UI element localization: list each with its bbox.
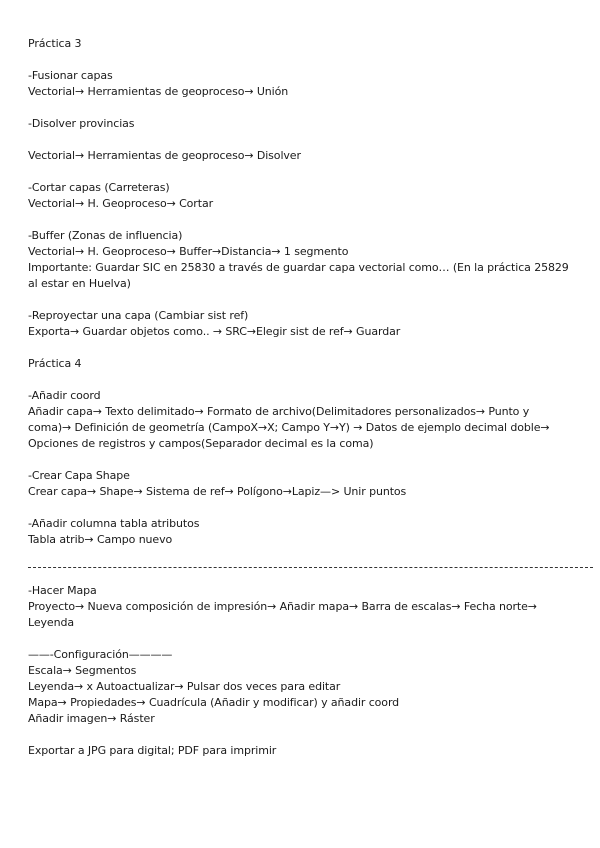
dashed-separator (28, 567, 593, 570)
coord-line-2: coma)→ Definición de geometría (CampoX→X; Campo Y→Y) → Datos de ejemplo decimal doble→ (28, 421, 550, 434)
mapa-heading: -Hacer Mapa (28, 584, 97, 597)
buffer-path: Vectorial→ H. Geoproceso→ Buffer→Distancia→ 1 segmento (28, 245, 349, 258)
practica-3-title: Práctica 3 (28, 37, 82, 50)
mapa-line-2: Leyenda (28, 616, 74, 629)
practica-4-title: Práctica 4 (28, 357, 82, 370)
buffer-heading: -Buffer (Zonas de influencia) (28, 229, 183, 242)
cortar-path: Vectorial→ H. Geoproceso→ Cortar (28, 197, 214, 210)
fusionar-path: Vectorial→ Herramientas de geoproceso→ Unión (28, 85, 289, 98)
reproyectar-heading: -Reproyectar una capa (Cambiar sist ref) (28, 309, 249, 322)
disolver-heading: -Disolver provincias (28, 117, 135, 130)
shape-path: Crear capa→ Shape→ Sistema de ref→ Polígono→Lapiz—> Unir puntos (28, 485, 407, 498)
disolver-path: Vectorial→ Herramientas de geoproceso→ Disolver (28, 149, 301, 162)
fusionar-heading: -Fusionar capas (28, 69, 113, 82)
coord-line-1: Añadir capa→ Texto delimitado→ Formato de archivo(Delimitadores personalizados→ Punto y (28, 405, 530, 418)
buffer-note-line-2: al estar en Huelva) (28, 277, 131, 290)
coord-heading: -Añadir coord (28, 389, 101, 402)
config-line-1: Escala→ Segmentos (28, 664, 137, 677)
reproyectar-path: Exporta→ Guardar objetos como.. → SRC→Elegir sist de ref→ Guardar (28, 325, 401, 338)
mapa-line-1: Proyecto→ Nueva composición de impresión→ Añadir mapa→ Barra de escalas→ Fecha norte→ (28, 600, 537, 613)
buffer-note-line-1: Importante: Guardar SIC en 25830 a través de guardar capa vectorial como… (En la práctica 25829 (28, 261, 569, 274)
coord-line-3: Opciones de registros y campos(Separador decimal es la coma) (28, 437, 374, 450)
config-line-3: Mapa→ Propiedades→ Cuadrícula (Añadir y modificar) y añadir coord (28, 696, 400, 709)
exportar-line: Exportar a JPG para digital; PDF para imprimir (28, 744, 277, 757)
columna-path: Tabla atrib→ Campo nuevo (28, 533, 173, 546)
config-heading: ——-Configuración———— (28, 648, 173, 661)
config-line-4: Añadir imagen→ Ráster (28, 712, 155, 725)
columna-heading: -Añadir columna tabla atributos (28, 517, 200, 530)
config-line-2: Leyenda→ x Autoactualizar→ Pulsar dos veces para editar (28, 680, 341, 693)
shape-heading: -Crear Capa Shape (28, 469, 130, 482)
cortar-heading: -Cortar capas (Carreteras) (28, 181, 170, 194)
